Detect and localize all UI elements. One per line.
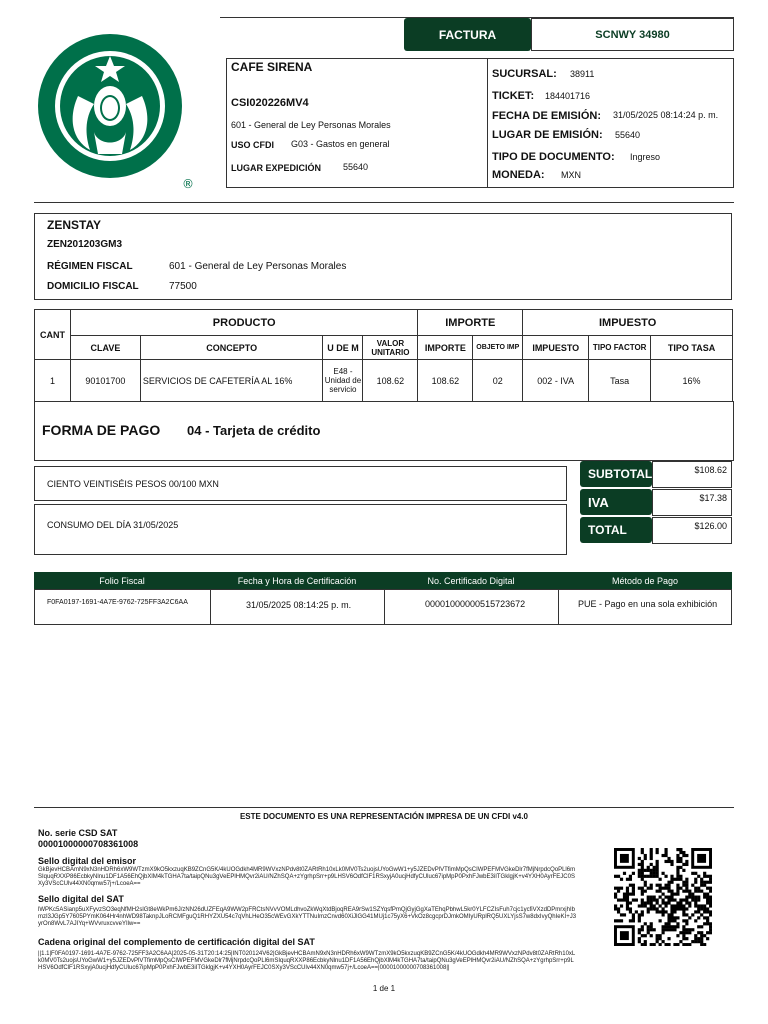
cell-tipo-factor: Tasa (589, 360, 651, 402)
cell-udem: E48 - Unidad de servicio (323, 360, 363, 402)
emisor-rfc: CSI020226MV4 (231, 97, 309, 109)
emisor-name: CAFE SIRENA (231, 60, 313, 74)
tipo-documento-value: Ingreso (630, 152, 661, 162)
col-concepto: CONCEPTO (140, 336, 323, 360)
col-tipo-factor: TIPO FACTOR (589, 336, 651, 360)
sello-sat: lWPKc5ASianp5uXFyvzSO3eqNfMH2slGt8eWkPm6J/zNN26dUZFEqA9WW2pFRCtsNVvVOMLdhvoZkWqXtdBjoqREA9rSw1SZYqsfPmQjGyjGgXaTEhqPbhwL5kr0YLFCZIsFuh7cjc1ycfiVXzdDPmrxjhIbmzI3JGp5Y7605PYmK064Hr4nhWD98TaknpJLoRCMFguQ1RHYZXU54c7qVhLHeO35cWEvGXkYTTNuImzCnvd60XiJlGG41MUj1c75yX6+VkOz8cgcprDJmkOMIyURplRQ5UXLYjsS7w8dxIvyQhIeKI+J3yrOn8WvL7AJIYq+WVvruxcvveYIlw== (38, 907, 577, 927)
fiscal-cell-folio (34, 589, 211, 625)
group-importe: IMPORTE (418, 310, 523, 336)
col-tipo-tasa: TIPO TASA (651, 336, 733, 360)
h-metodo-pago: Método de Pago (611, 575, 679, 586)
col-valor-unitario: VALOR UNITARIO (363, 336, 418, 360)
uso-cfdi-label: USO CFDI (231, 140, 275, 150)
consumo-text: CONSUMO DEL DÍA 31/05/2025 (47, 520, 179, 530)
col-importe: IMPORTE (418, 336, 473, 360)
cell-tipo-tasa: 16% (651, 360, 733, 402)
sucursal-label: SUCURSAL: (492, 68, 557, 80)
receptor-domicilio-label: DOMICILIO FISCAL (47, 281, 139, 292)
receptor-regimen-value: 601 - General de Ley Personas Morales (169, 261, 347, 272)
lugar-expedicion-value: 55640 (343, 162, 369, 172)
cadena-original: ||1.1|F0FA0197-1691-4A7E-9762-725FF3A2C6AA|2025-05-31T20:14:25|INT020124V62|GkBjevHCBAmN9xN3nHDRh6xW9WTzmX9kO5kxzuqKB9ZCnG5K/4kUOGdkh4MR9WVxzNPdv8t0ZARtRh10xLk0MV0Ts2uojsUYoGwW1+y5JZEDvPlVTfimMpQsCIWPEFMVGkeDlr7fMjNrpdcQoPLl6mSIquqRXXP86EcbkyNlnu1DF1A56EhQjbXlM4kTGHA7ta/taipQNu3gVeEPlHMQvr2iAU/NZhSQA+zYgrhpSrr+p9LHSV6OdfClF1RSxyjA0ucjHdfyCUluc67ipMpP0PxhFJwbE3iITGklgjK+v4YXH0AyrFEJC0SXy3VScCUlv44XN0qmw57j+/LcoeA==|00001000000708361008|| (38, 951, 576, 971)
fiscal-cell-metodo (558, 589, 732, 625)
h-certificado-digital: No. Certificado Digital (427, 575, 515, 586)
folio-fiscal: F0FA0197-1691-4A7E-9762-725FF3A2C6AA (47, 599, 188, 606)
emisor-regimen: 601 - General de Ley Personas Morales (231, 120, 391, 130)
receptor-regimen-label: RÉGIMEN FISCAL (47, 261, 133, 272)
forma-pago-label: FORMA DE PAGO (42, 422, 161, 438)
fecha-emision-label: FECHA DE EMISIÓN: (492, 110, 601, 122)
sello-emisor-label: Sello digital del emisor (38, 856, 137, 866)
sucursal-value: 38911 (570, 69, 595, 79)
cell-objeto-imp: 02 (473, 360, 523, 402)
importe-letra: CIENTO VEINTISÉIS PESOS 00/100 MXN (47, 479, 219, 489)
cell-cant: 1 (35, 360, 71, 402)
items-table (34, 309, 733, 402)
table-row (35, 360, 733, 402)
col-udem: U DE M (323, 336, 363, 360)
lugar-expedicion-label: LUGAR EXPEDICIÓN (231, 163, 322, 173)
tipo-documento-label: TIPO DE DOCUMENTO: (492, 151, 615, 163)
fiscal-cell-fecha (210, 589, 385, 625)
subtotal-value: $108.62 (652, 461, 732, 488)
doc-type-label: FACTURA (404, 18, 531, 51)
col-objeto-imp: OBJETO IMP (473, 336, 523, 360)
iva-value: $17.38 (652, 489, 732, 516)
moneda-label: MONEDA: (492, 169, 545, 181)
metodo-pago: PUE - Pago en una sola exhibición (578, 599, 718, 609)
serie-csd-label: No. serie CSD SAT (38, 828, 118, 838)
lugar-emision-value: 55640 (615, 130, 641, 140)
cell-impuesto: 002 - IVA (523, 360, 589, 402)
h-folio-fiscal: Folio Fiscal (99, 575, 145, 586)
uso-cfdi-value: G03 - Gastos en general (291, 139, 390, 149)
receptor-domicilio-value: 77500 (169, 281, 197, 292)
fecha-emision-value: 31/05/2025 08:14:24 p. m. (613, 110, 719, 120)
serie-csd-value: 00001000000708361008 (38, 839, 139, 849)
receptor-name: ZENSTAY (47, 218, 102, 232)
qr-code-icon (614, 848, 712, 946)
sello-emisor: GkBjevHCBAmN9xN3nHDRh6xW9WTzmX9kO5kxzuqKB9ZCnG5K/4kUOGdkh4MR9WVxzNPdv8t0ZARtRh10xLk0MV0Ts2uojsUYoGwW1+y5JZEDvPlVTfimMpQsCIWPEFMVGkeDlr7fMjNrpdcQoPLl6mSIquqRXXP86EcbkyNlnu1DF1A56EhQjbXlM4kTGHA7ta/taipQNu3gVeEPlHMQvr2iAU/NZhSQA+zYgrhpSrr+p9LHSV6OdfClF1RSxyjA0ucjHdfyCUluc67ipMpP0PxhFJwbE3iITGklgjK+v4YXH0AyrFEJC0SXy3VScCUlv44XN0qmw57j+/LcoeA== (38, 867, 576, 887)
ticket-label: TICKET: (492, 90, 535, 102)
col-clave: CLAVE (70, 336, 140, 360)
cell-importe: 108.62 (418, 360, 473, 402)
cadena-original-label: Cadena original del complemento de certificación digital del SAT (38, 937, 315, 947)
h-fecha-certificacion: Fecha y Hora de Certificación (237, 575, 357, 586)
cell-clave: 90101700 (70, 360, 140, 402)
fiscal-cell-cert (384, 589, 559, 625)
total-value: $126.00 (652, 517, 732, 544)
forma-pago-value: 04 - Tarjeta de crédito (187, 423, 321, 438)
cell-concepto: SERVICIOS DE CAFETERÍA AL 16% (140, 360, 323, 402)
page-number: 1 de 1 (372, 984, 396, 993)
certificado-digital: 00001000000515723672 (425, 599, 526, 609)
moneda-value: MXN (561, 170, 581, 180)
lugar-emision-label: LUGAR DE EMISIÓN: (492, 129, 603, 141)
group-impuesto: IMPUESTO (523, 310, 733, 336)
subtotal-label: SUBTOTAL (580, 461, 652, 487)
consumo-box (34, 504, 567, 555)
col-cant: CANT (35, 310, 71, 360)
col-impuesto: IMPUESTO (523, 336, 589, 360)
starbucks-siren-logo (38, 22, 194, 190)
serie-folio-box (531, 18, 734, 51)
cell-valor-unitario: 108.62 (363, 360, 418, 402)
serie-folio: SCNWY 34980 (595, 28, 670, 41)
fecha-certificacion: 31/05/2025 08:14:25 p. m. (246, 600, 352, 610)
info-box (487, 58, 734, 188)
forma-pago-box (34, 401, 734, 461)
iva-label: IVA (580, 489, 652, 515)
receptor-rfc: ZEN201203GM3 (47, 239, 123, 250)
sello-sat-label: Sello digital del SAT (38, 894, 124, 904)
svg-text:®: ® (182, 177, 194, 190)
importe-letra-box (34, 466, 567, 501)
cfdi-leyenda: ESTE DOCUMENTO ES UNA REPRESENTACIÓN IMPRESA DE UN CFDI v4.0 (239, 812, 529, 821)
emisor-box (226, 58, 488, 188)
ticket-value: 184401716 (545, 91, 591, 101)
receptor-box (34, 213, 732, 300)
total-label: TOTAL (580, 517, 652, 543)
group-producto: PRODUCTO (70, 310, 417, 336)
